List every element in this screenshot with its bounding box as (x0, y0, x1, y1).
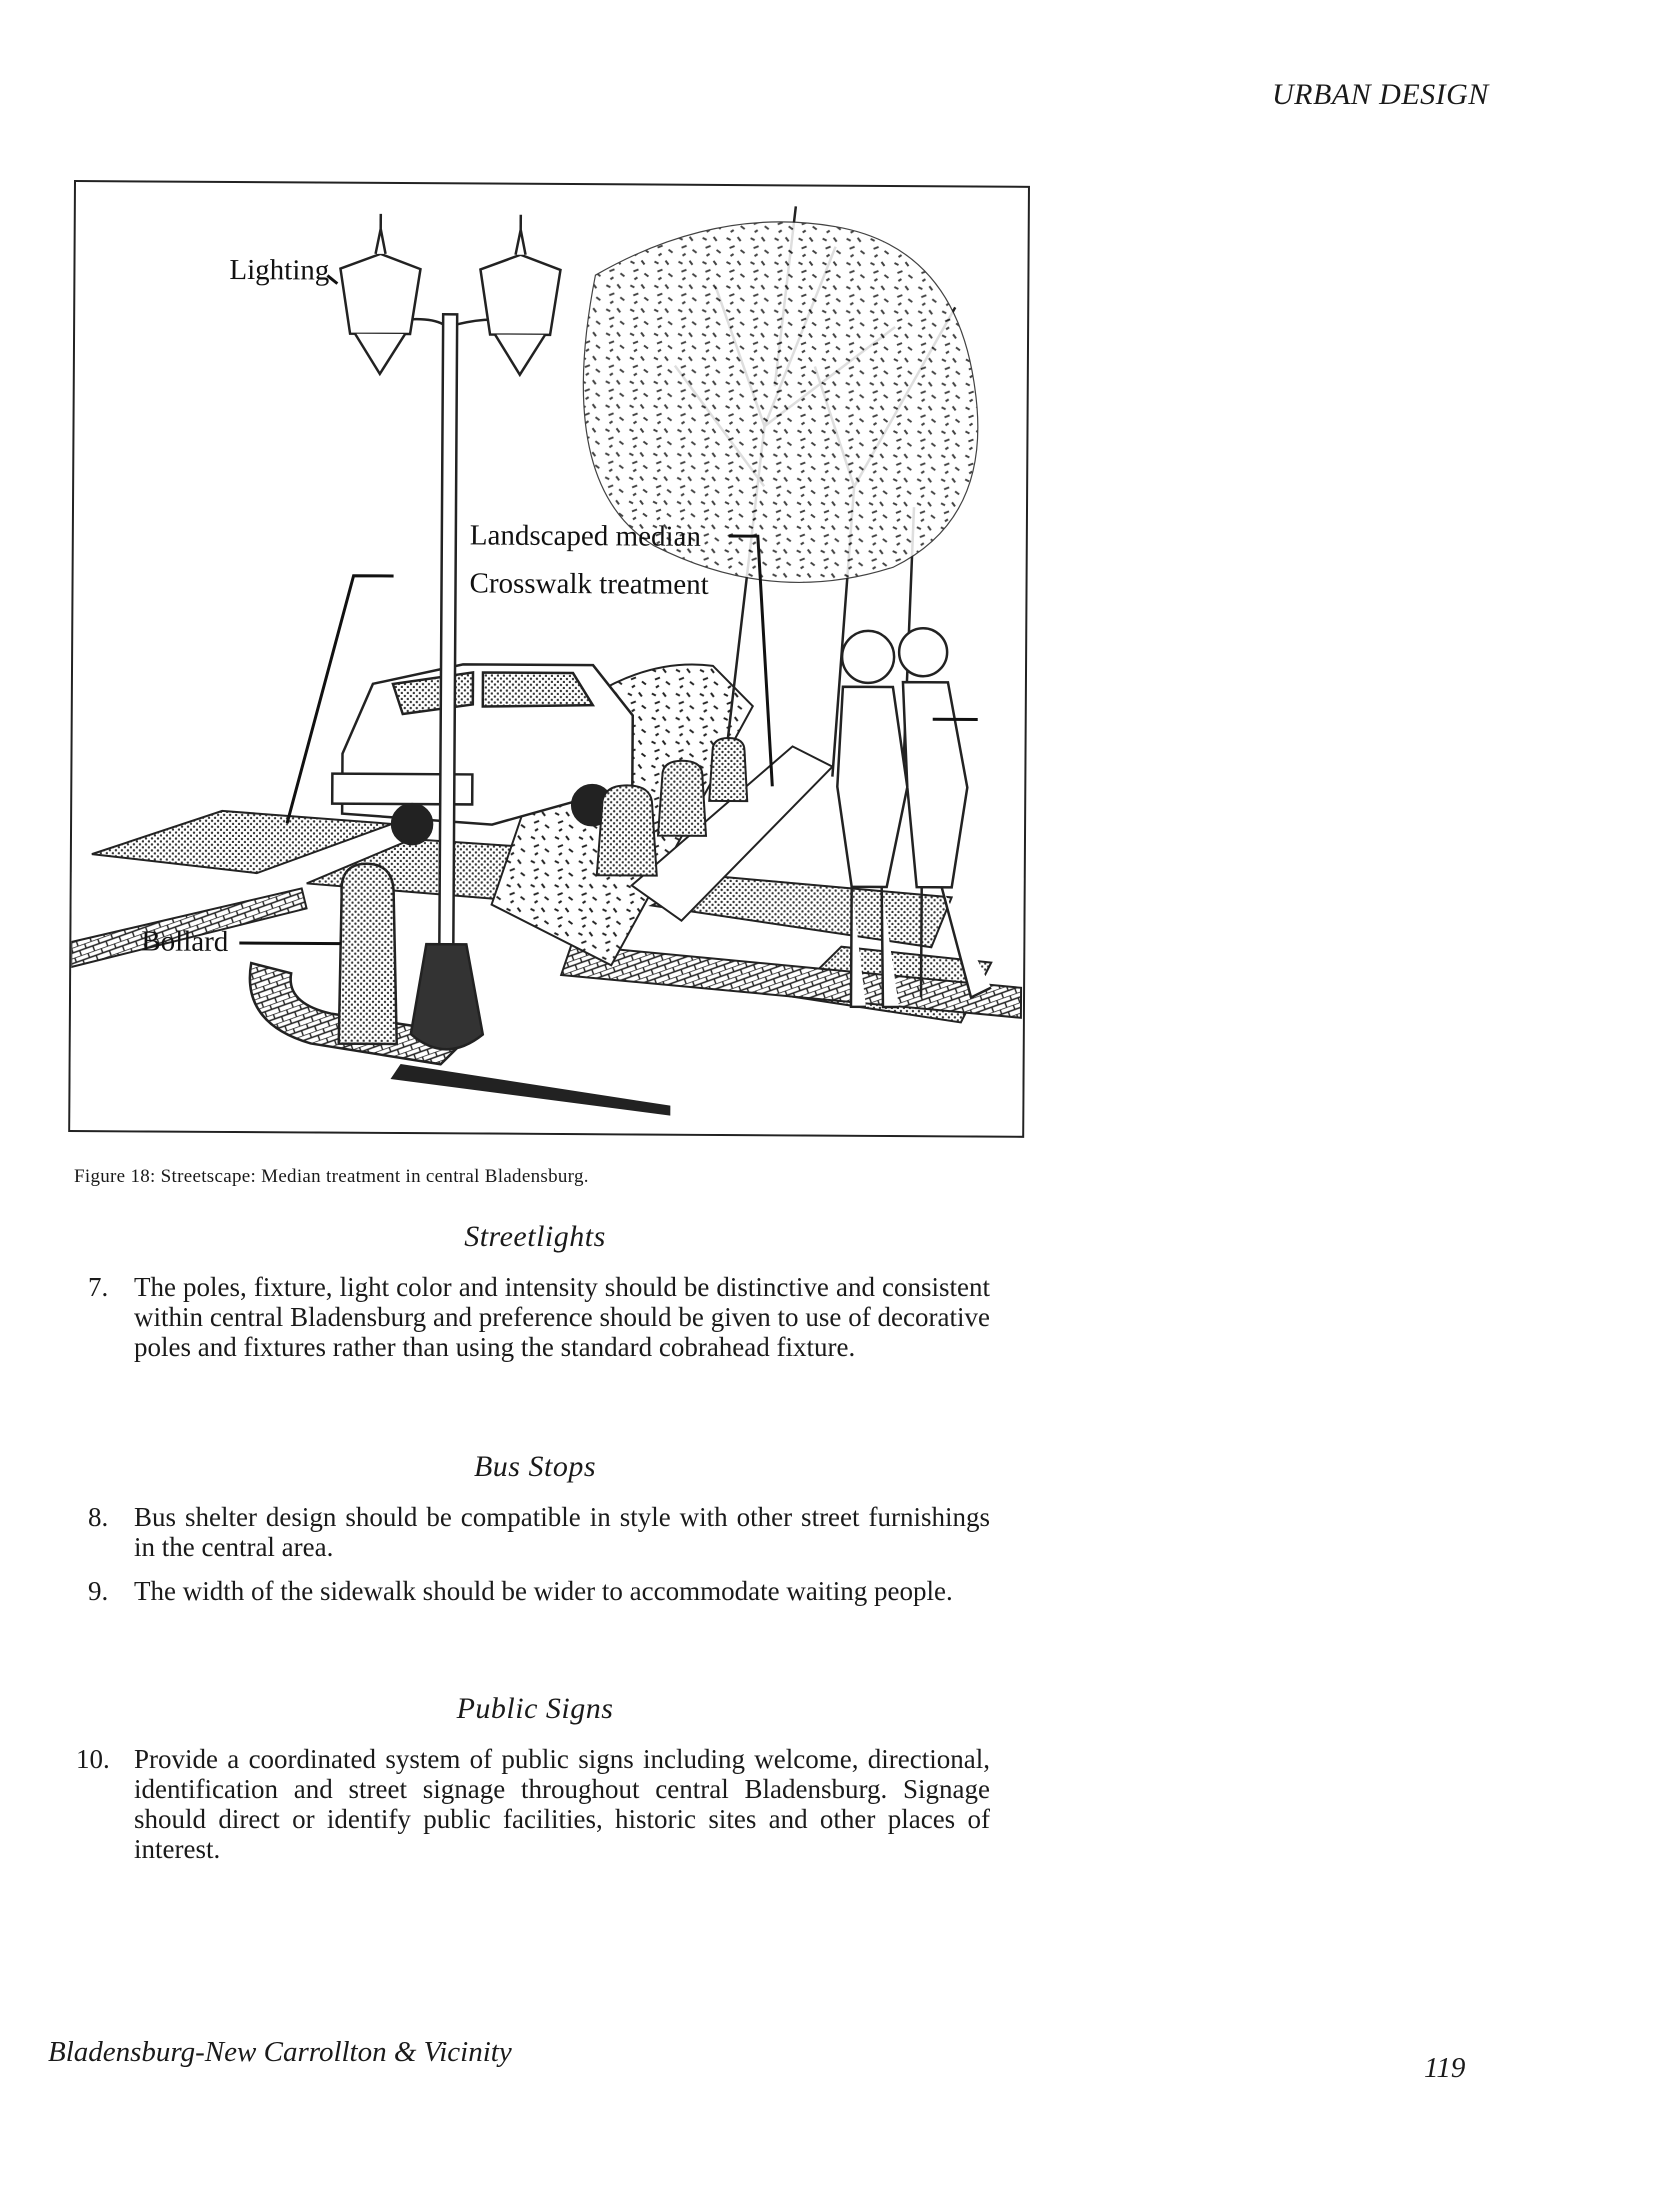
section-public-signs (76, 1692, 990, 1878)
landscaped-median-label: Landscaped median (469, 519, 702, 553)
item-number: 8. (88, 1502, 109, 1532)
item-text: The width of the sidewalk should be wider to accommodate waiting people. (134, 1576, 953, 1606)
front-bollard (339, 864, 398, 1044)
item-number: 9. (88, 1576, 109, 1606)
running-header: URBAN DESIGN (1272, 78, 1489, 111)
footer-title: Bladensburg-New Carrollton & Vicinity (48, 2036, 512, 2068)
crosswalk-treatment-label: Crosswalk treatment (469, 567, 709, 601)
item-text: Provide a coordinated system of public signs including welcome, directional, identification and street signage throughout central Bladensburg. Signage should direct or identify public facilities, historic sites and other places of interest. (134, 1744, 990, 1864)
figure-caption: Figure 18: Streetscape: Median treatment in central Bladensburg. (74, 1166, 589, 1187)
streetscape-illustration (70, 182, 1028, 1136)
list-item (80, 1272, 990, 1362)
item-text: The poles, fixture, light color and intensity should be distinctive and consistent within central Bladensburg and preference should be given to use of decorative poles and fixtures rather than using the standard cobrahead fixture. (134, 1272, 990, 1362)
streetscape-figure (68, 180, 1030, 1138)
item-number: 7. (88, 1272, 109, 1302)
list-item (80, 1502, 990, 1562)
item-text: Bus shelter design should be compatible in style with other street furnishings in the central area. (134, 1502, 990, 1562)
section-title: Public Signs (456, 1692, 614, 1725)
page-number: 119 (1424, 2052, 1466, 2084)
bollard-label: Bollard (141, 925, 229, 958)
item-number: 10. (76, 1744, 110, 1774)
section-bus-stops (80, 1452, 990, 1620)
section-title: Streetlights (464, 1220, 606, 1253)
section-title: Bus Stops (473, 1450, 596, 1483)
section-streetlights (80, 1222, 990, 1376)
list-item (80, 1576, 990, 1606)
list-item (76, 1744, 990, 1864)
lighting-label: Lighting (229, 253, 330, 287)
